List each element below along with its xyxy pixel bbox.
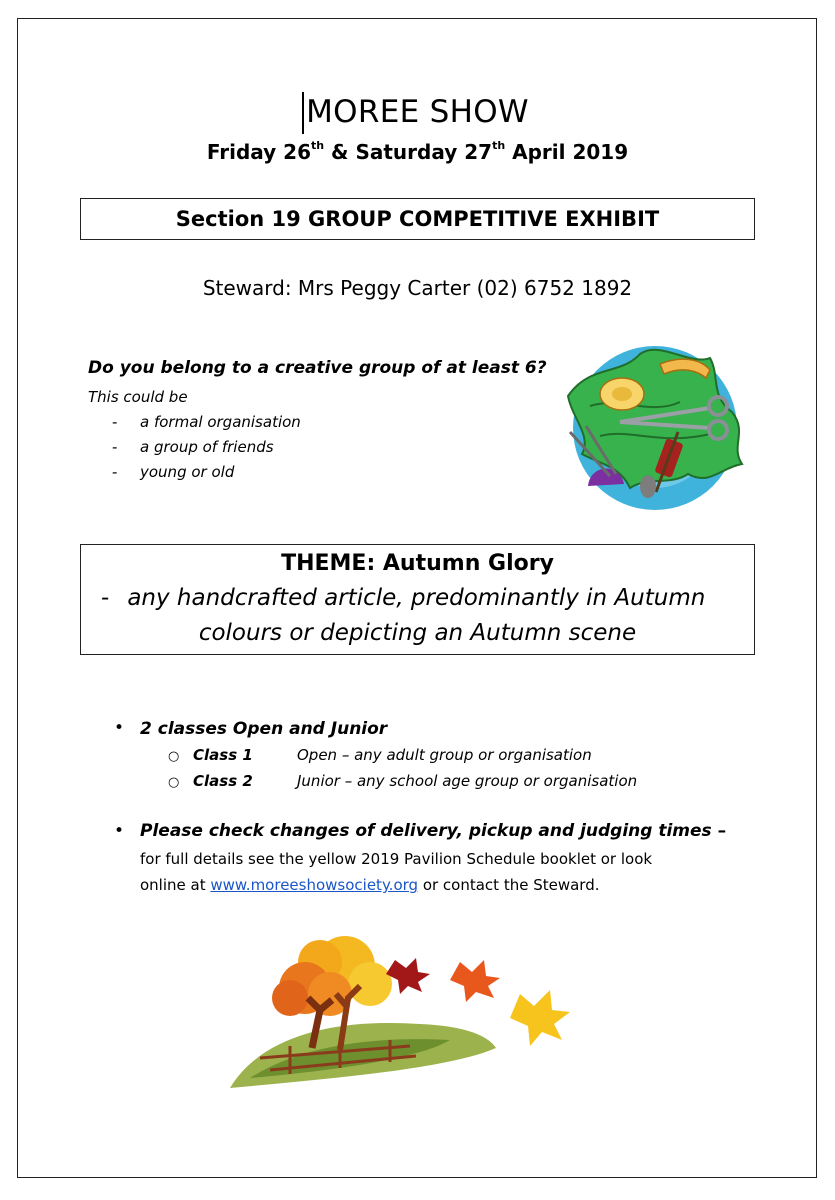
notice-heading: Please check changes of delivery, pickup and judging times –: [140, 821, 727, 841]
classes-heading: 2 classes Open and Junior: [140, 719, 388, 739]
notice-line: online at www.moreeshowsociety.org or contact the Steward.: [140, 876, 600, 894]
theme-description: - any handcrafted article, predominantly in Autumn: [101, 585, 706, 611]
page-title: MOREE SHOW: [306, 94, 529, 130]
bullet-icon: •: [114, 821, 125, 841]
sewing-clipart-icon: [560, 336, 750, 512]
theme-description-cont: colours or depicting an Autumn scene: [198, 620, 637, 646]
list-item: - young or old: [112, 463, 235, 481]
could-be-lead: This could be: [88, 388, 188, 406]
theme-title: THEME: Autumn Glory: [281, 551, 554, 576]
class-description: Open – any adult group or organisation: [297, 746, 592, 764]
section-title-box: [80, 198, 755, 240]
autumn-tree-clipart-icon: [220, 928, 600, 1108]
society-website-link[interactable]: www.moreeshowsociety.org: [210, 876, 419, 894]
show-dates: Friday 26th & Saturday 27th April 2019: [206, 139, 629, 164]
class-description: Junior – any school age group or organisation: [297, 772, 638, 790]
notice-line: for full details see the yellow 2019 Pavilion Schedule booklet or look: [140, 850, 653, 868]
bullet-icon: •: [114, 718, 125, 738]
steward-line: Steward: Mrs Peggy Carter (02) 6752 1892: [202, 276, 633, 300]
circle-bullet-icon: ○: [168, 775, 180, 790]
list-item: - a group of friends: [112, 438, 274, 456]
circle-bullet-icon: ○: [168, 749, 180, 764]
class-name: Class 2: [193, 772, 253, 790]
class-name: Class 1: [193, 746, 253, 764]
theme-box: [80, 544, 755, 655]
list-item: - a formal organisation: [112, 413, 301, 431]
group-question: Do you belong to a creative group of at least 6?: [88, 358, 547, 378]
section-title: Section 19 GROUP COMPETITIVE EXHIBIT: [175, 207, 660, 231]
